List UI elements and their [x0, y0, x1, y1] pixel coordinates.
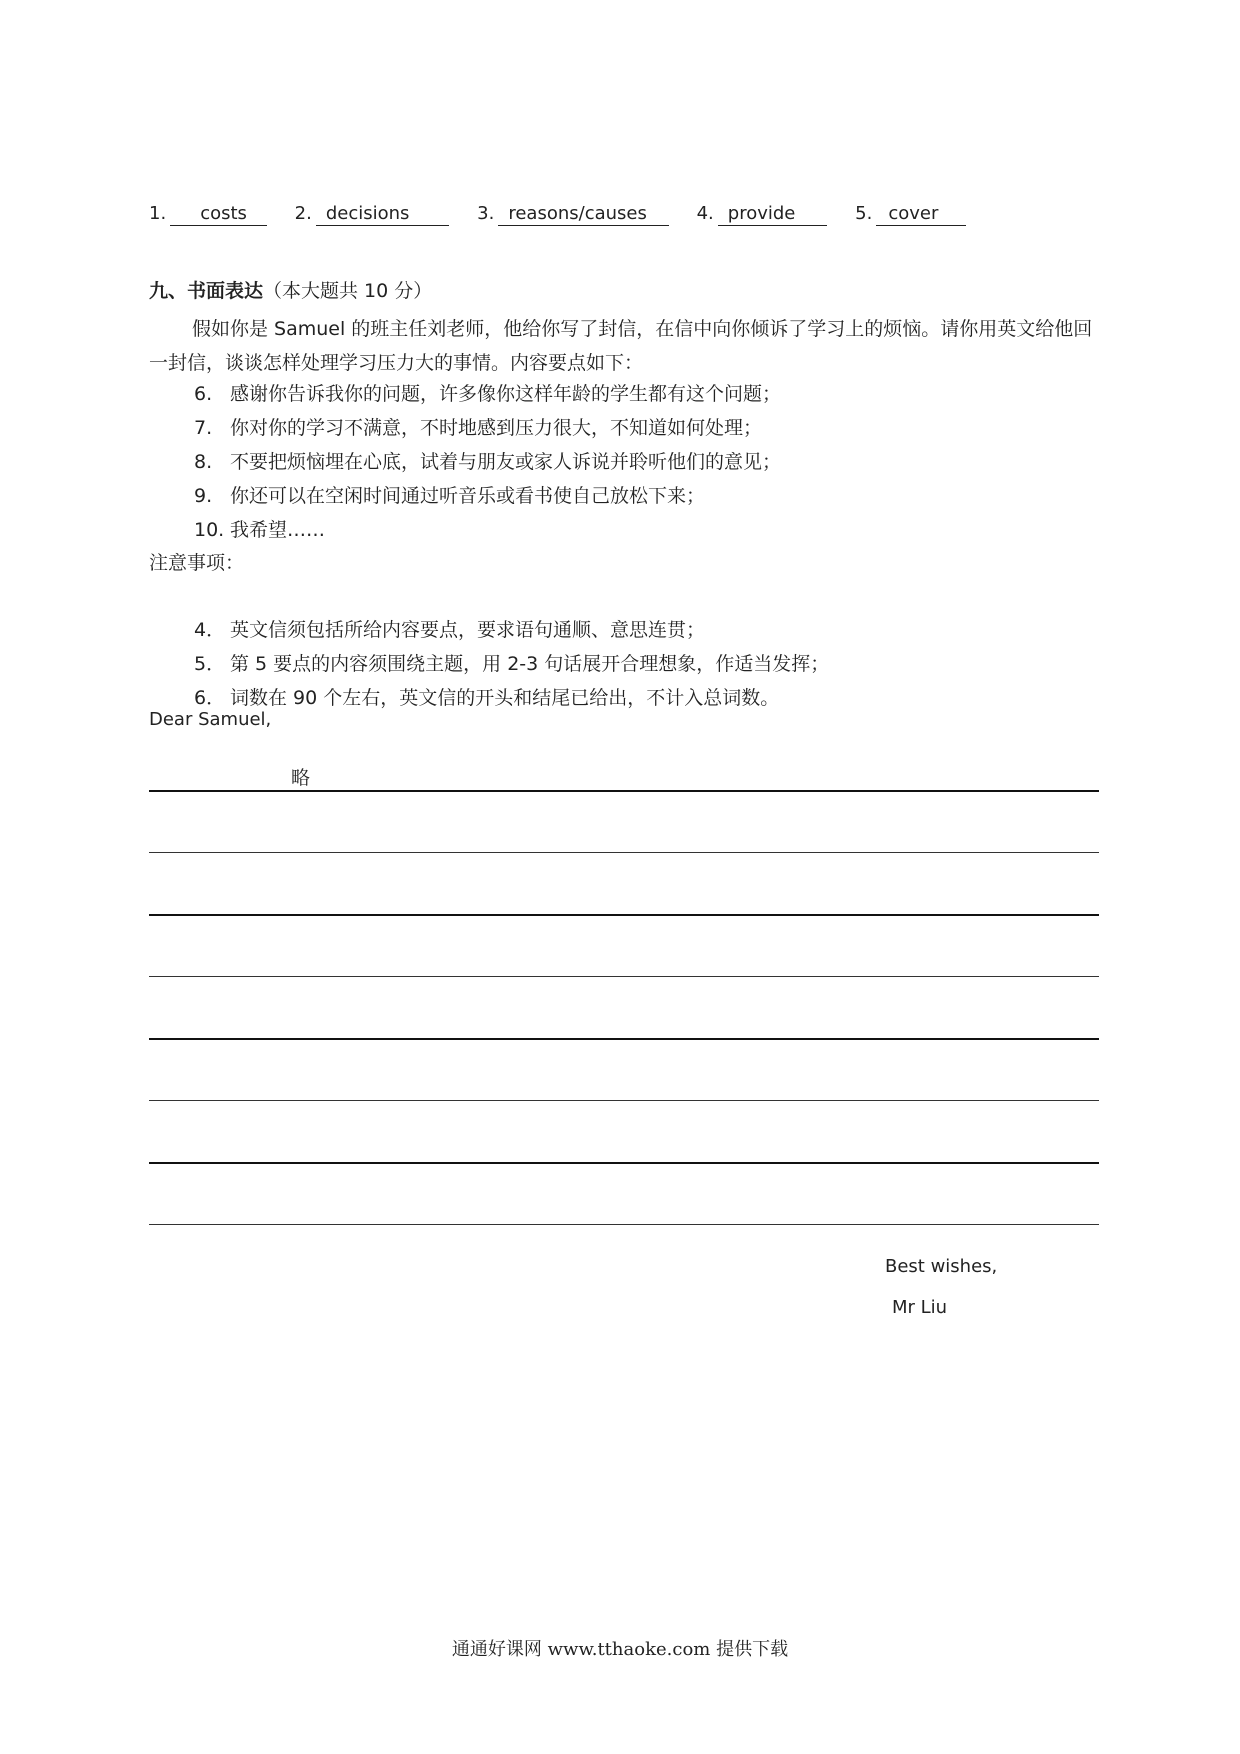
- point-text: 你对你的学习不满意，不时地感到压力很大，不知道如何处理；: [230, 417, 763, 439]
- answer-blank: cover: [876, 203, 966, 226]
- writing-line: [149, 852, 1099, 853]
- point-number: 10.: [194, 519, 225, 541]
- writing-line: [149, 1224, 1099, 1225]
- note-number: 4．: [194, 619, 226, 641]
- writing-line: [149, 790, 1099, 792]
- point-text: 我希望……: [230, 519, 326, 541]
- answer-blank: decisions: [316, 203, 450, 226]
- writing-line: [149, 914, 1099, 916]
- answer-item: [295, 199, 450, 229]
- answer-number: 3.: [477, 203, 495, 224]
- point-text: 不要把烦恼埋在心底，试着与朋友或家人诉说并聆听他们的意见；: [230, 451, 782, 473]
- list-item: [194, 377, 1114, 411]
- answer-number: 1.: [149, 203, 167, 224]
- answer-blank: provide: [718, 203, 828, 226]
- note-text: 词数在 90 个左右，英文信的开头和结尾已给出，不计入总词数。: [230, 687, 780, 709]
- section-title: 九、书面表达: [149, 280, 264, 302]
- writing-line: [149, 1100, 1099, 1101]
- point-text: 感谢你告诉我你的问题，许多像你这样年龄的学生都有这个问题；: [230, 383, 782, 405]
- list-item: [194, 647, 1114, 681]
- point-number: 8.: [194, 451, 213, 473]
- answer-number: 4.: [696, 203, 714, 224]
- list-item: [194, 445, 1114, 479]
- answer-blank: reasons/causes: [498, 203, 669, 226]
- point-number: 9.: [194, 485, 213, 507]
- note-text: 第 5 要点的内容须围绕主题，用 2-3 句话展开合理想象，作适当发挥；: [230, 653, 830, 675]
- letter-closing: Best wishes,: [885, 1256, 998, 1277]
- writing-lines: [149, 740, 1099, 1240]
- note-number: 6．: [194, 687, 226, 709]
- list-item: [194, 479, 1114, 513]
- answer-key-row: [149, 199, 1049, 229]
- answer-item: [855, 199, 966, 229]
- list-item: [194, 513, 1114, 547]
- writing-line: [149, 1162, 1099, 1164]
- answer-number: 2.: [294, 203, 312, 224]
- omitted-answer-mark: 略: [291, 767, 311, 789]
- writing-line: [149, 1038, 1099, 1040]
- answer-item: [477, 199, 669, 229]
- notes-list: [194, 613, 1114, 715]
- answer-number: 5.: [855, 203, 873, 224]
- writing-prompt: 假如你是 Samuel 的班主任刘老师，他给你写了封信，在信中向你倾诉了学习上的烦恼。请你用英文给他回一封信，谈谈怎样处理学习压力大的事情。内容要点如下：: [149, 318, 1093, 374]
- point-number: 6.: [194, 383, 213, 405]
- section-heading: [149, 276, 432, 306]
- list-item: [194, 411, 1114, 445]
- point-text: 你还可以在空闲时间通过听音乐或看书使自己放松下来；: [230, 485, 706, 507]
- note-number: 5．: [194, 653, 226, 675]
- section-subtitle: （本大题共 10 分）: [263, 280, 433, 302]
- list-item: [194, 681, 1114, 715]
- letter-signature: Mr Liu: [892, 1297, 948, 1318]
- answer-item: [149, 199, 267, 229]
- content-points-list: [194, 377, 1114, 547]
- point-number: 7.: [194, 417, 213, 439]
- notes-label: 注意事项：: [149, 552, 245, 574]
- letter-salutation: Dear Samuel,: [149, 709, 272, 730]
- list-item: [194, 613, 1114, 647]
- writing-line: [149, 976, 1099, 977]
- answer-blank: costs: [170, 203, 267, 226]
- note-text: 英文信须包括所给内容要点，要求语句通顺、意思连贯；: [230, 619, 706, 641]
- page-footer: 通通好课网 www.tthaoke.com 提供下载: [451, 1639, 789, 1660]
- answer-item: [697, 199, 828, 229]
